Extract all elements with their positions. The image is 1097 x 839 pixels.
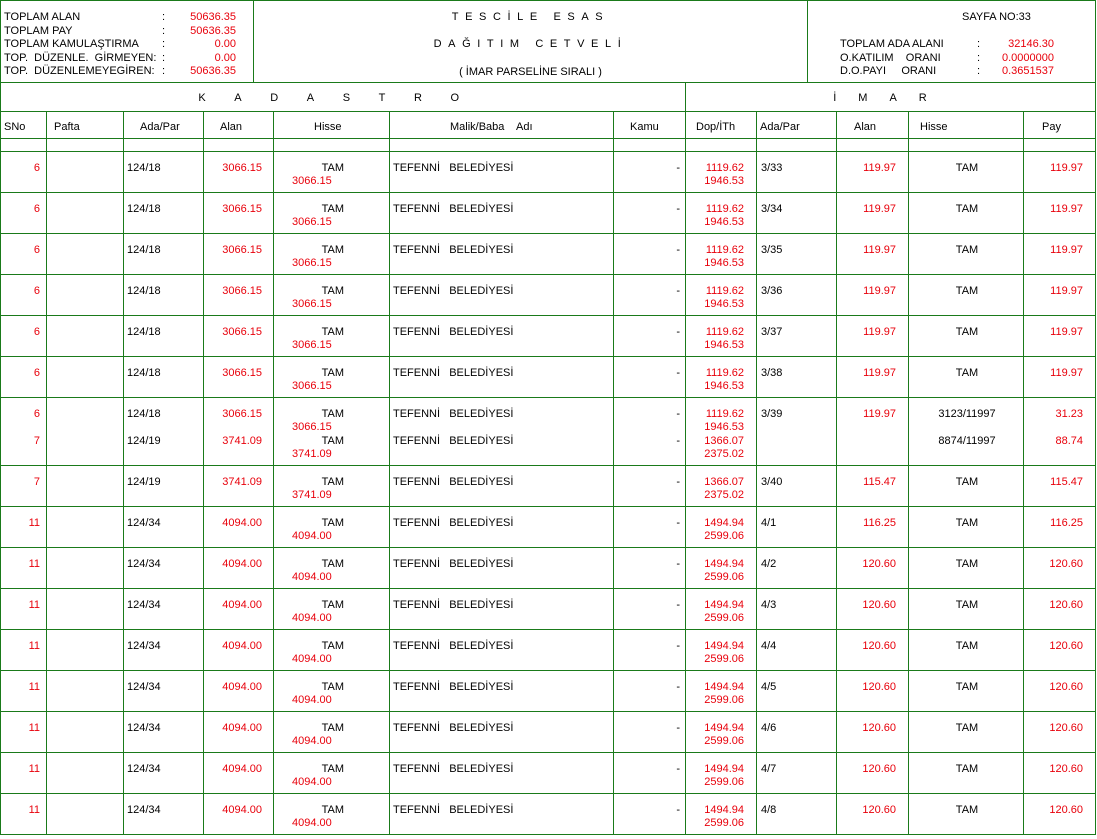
cell-hisse-area: 3066.15 [292, 298, 332, 310]
grid-line-h [0, 629, 1096, 630]
stat-colon: : [977, 38, 981, 50]
total-value: 50636.35 [190, 24, 236, 37]
cell-dop-1: 1119.62 [705, 244, 744, 256]
cell-alan: 4094.00 [222, 804, 262, 816]
grid-line-h [0, 506, 1096, 507]
cell-dop-1: 1119.62 [705, 408, 744, 420]
section-imar-label: İMAR [833, 92, 949, 104]
cell-hisse-area: 3066.15 [292, 380, 332, 392]
cell-adapar: 124/34 [127, 599, 161, 611]
cell-adapar: 124/18 [127, 162, 161, 174]
total-value: 0.00 [214, 38, 236, 50]
cell-dop-1: 1494.94 [704, 763, 744, 775]
cell-malik: TEFENNİ BELEDİYESİ [393, 285, 514, 297]
cell-hisse-area: 3066.15 [292, 216, 332, 228]
cell-adapar: 124/18 [127, 408, 161, 420]
grid-line-h [0, 547, 1096, 548]
cell-sno: 6 [33, 367, 40, 379]
cell-alan: 4094.00 [222, 763, 262, 775]
cell-imar-alan: 119.97 [863, 367, 896, 379]
total-colon: : [162, 65, 166, 77]
grid-line-h [0, 274, 1096, 275]
cell-dop-2: 1946.53 [704, 421, 744, 433]
cell-pay: 88.74 [1055, 435, 1083, 447]
cell-adapar: 124/34 [127, 804, 161, 816]
stat-label: D.O.PAYI ORANI [840, 65, 937, 77]
cell-hisse-area: 3741.09 [292, 448, 332, 460]
cell-pay: 119.97 [1050, 326, 1083, 338]
cell-alan: 4094.00 [222, 517, 262, 529]
cell-hisse-area: 3066.15 [292, 175, 332, 187]
grid-line-h [0, 397, 1096, 398]
cell-imar-alan: 120.60 [862, 722, 896, 734]
grid-line-v [389, 111, 390, 835]
cell-hisse: TAM [321, 476, 344, 488]
cell-imar-hisse: 8874/11997 [938, 435, 996, 447]
title-line-1: TESCİLE ESAS [451, 11, 610, 23]
cell-adapar: 124/34 [127, 763, 161, 775]
cell-sno: 7 [33, 476, 40, 488]
total-value: 50636.35 [190, 65, 236, 77]
cell-kamu: - [676, 804, 680, 816]
cell-kamu: - [676, 558, 680, 570]
cell-alan: 3066.15 [222, 326, 262, 338]
cell-malik: TEFENNİ BELEDİYESİ [393, 435, 514, 447]
grid-line-v [1095, 0, 1096, 835]
cell-malik: TEFENNİ BELEDİYESİ [393, 763, 514, 775]
cell-dop-1: 1494.94 [704, 804, 744, 816]
cell-imar-alan: 120.60 [862, 763, 896, 775]
cell-imar-adapar: 4/4 [761, 640, 777, 652]
cell-dop-1: 1494.94 [704, 558, 744, 570]
cell-hisse: TAM [321, 804, 344, 816]
cell-dop-1: 1119.62 [705, 162, 744, 174]
cell-hisse-area: 4094.00 [292, 612, 332, 624]
cell-dop-2: 2599.06 [704, 571, 744, 583]
grid-line-h [0, 192, 1096, 193]
cell-imar-hisse: TAM [955, 804, 979, 816]
cell-adapar: 124/19 [127, 435, 161, 447]
cell-adapar: 124/18 [127, 367, 161, 379]
cell-imar-alan: 119.97 [863, 408, 896, 420]
cell-imar-adapar: 4/7 [761, 763, 777, 775]
cell-dop-2: 1946.53 [704, 216, 744, 228]
cell-hisse: TAM [321, 640, 344, 652]
cell-hisse-area: 3066.15 [292, 421, 332, 433]
cell-sno: 6 [33, 326, 40, 338]
cell-pay: 120.60 [1049, 640, 1083, 652]
page-number: SAYFA NO:33 [962, 11, 1031, 23]
cell-adapar: 124/34 [127, 517, 161, 529]
cell-imar-hisse: TAM [955, 326, 979, 338]
cell-imar-alan: 120.60 [862, 599, 896, 611]
cell-alan: 4094.00 [222, 599, 262, 611]
cell-sno: 6 [33, 162, 40, 174]
cell-adapar: 124/34 [127, 558, 161, 570]
cell-imar-adapar: 3/35 [761, 244, 783, 256]
cell-sno: 6 [33, 203, 40, 215]
cell-imar-hisse: TAM [955, 599, 979, 611]
col-sno: SNo [4, 121, 26, 133]
total-label: TOPLAM KAMULAŞTIRMA [4, 38, 139, 50]
grid-line-h [0, 670, 1096, 671]
cell-kamu: - [676, 326, 680, 338]
cell-imar-hisse: TAM [955, 517, 979, 529]
cell-alan: 4094.00 [222, 722, 262, 734]
cell-imar-adapar: 4/6 [761, 722, 777, 734]
cell-dop-2: 2375.02 [704, 489, 744, 501]
cell-malik: TEFENNİ BELEDİYESİ [393, 640, 514, 652]
cell-sno: 6 [33, 285, 40, 297]
total-value: 50636.35 [190, 11, 236, 23]
grid-line-v [807, 0, 808, 82]
cell-hisse-area: 4094.00 [292, 530, 332, 542]
cell-malik: TEFENNİ BELEDİYESİ [393, 244, 514, 256]
cell-sno: 11 [28, 763, 40, 775]
cell-imar-alan: 119.97 [863, 326, 896, 338]
cell-dop-2: 2599.06 [704, 530, 744, 542]
cell-hisse: TAM [321, 162, 344, 174]
cell-imar-hisse: TAM [955, 640, 979, 652]
cell-alan: 3066.15 [222, 162, 262, 174]
cell-imar-alan: 119.97 [863, 244, 896, 256]
cell-imar-alan: 120.60 [862, 558, 896, 570]
title-line-2: DAĞITIM CETVELİ [433, 38, 628, 50]
cell-sno: 11 [28, 640, 40, 652]
cell-kamu: - [676, 640, 680, 652]
grid-line-h [0, 82, 1096, 83]
cell-pay: 116.25 [1050, 517, 1083, 529]
cell-sno: 11 [28, 599, 40, 611]
cell-hisse-area: 4094.00 [292, 571, 332, 583]
cell-pay: 119.97 [1050, 162, 1083, 174]
cell-alan: 3066.15 [222, 285, 262, 297]
cell-hisse: TAM [321, 244, 344, 256]
cell-imar-adapar: 3/37 [761, 326, 783, 338]
col-pafta: Pafta [54, 121, 80, 133]
cell-kamu: - [676, 408, 680, 420]
cell-dop-1: 1494.94 [704, 599, 744, 611]
grid-line-h [0, 356, 1096, 357]
cell-kamu: - [676, 681, 680, 693]
cell-imar-alan: 120.60 [862, 681, 896, 693]
cell-kamu: - [676, 476, 680, 488]
section-imar [686, 92, 1096, 104]
cell-malik: TEFENNİ BELEDİYESİ [393, 599, 514, 611]
total-colon: : [162, 11, 166, 23]
cell-hisse: TAM [321, 681, 344, 693]
cell-adapar: 124/34 [127, 640, 161, 652]
cell-hisse: TAM [321, 763, 344, 775]
cell-hisse-area: 4094.00 [292, 735, 332, 747]
cell-malik: TEFENNİ BELEDİYESİ [393, 367, 514, 379]
total-colon: : [162, 51, 166, 64]
cell-kamu: - [676, 203, 680, 215]
col-malik: Malik/Baba Adı [450, 121, 533, 133]
cell-adapar: 124/18 [127, 285, 161, 297]
cell-kamu: - [676, 722, 680, 734]
cell-dop-1: 1119.62 [705, 203, 744, 215]
grid-line-h [0, 233, 1096, 234]
total-label: TOP. DÜZENLE. GİRMEYEN: [4, 51, 157, 64]
cell-adapar: 124/19 [127, 476, 161, 488]
cell-pay: 119.97 [1050, 367, 1083, 379]
cell-imar-adapar: 3/34 [761, 203, 783, 215]
cell-hisse: TAM [321, 599, 344, 611]
cell-dop-1: 1119.62 [705, 326, 744, 338]
cell-imar-alan: 116.25 [863, 517, 896, 529]
cell-hisse-area: 4094.00 [292, 694, 332, 706]
cell-dop-1: 1494.94 [704, 517, 744, 529]
section-kadastro [0, 92, 686, 104]
cell-malik: TEFENNİ BELEDİYESİ [393, 681, 514, 693]
cell-sno: 11 [28, 681, 40, 693]
cell-imar-adapar: 4/8 [761, 804, 777, 816]
cell-alan: 4094.00 [222, 681, 262, 693]
cell-pay: 120.60 [1049, 804, 1083, 816]
stat-colon: : [977, 65, 981, 77]
cell-pay: 31.23 [1055, 408, 1083, 420]
cell-dop-2: 1946.53 [704, 339, 744, 351]
grid-line-v [46, 111, 47, 835]
stat-label: O.KATILIM ORANI [840, 51, 941, 64]
total-colon: : [162, 38, 166, 50]
cell-imar-hisse: TAM [955, 558, 979, 570]
cell-malik: TEFENNİ BELEDİYESİ [393, 408, 514, 420]
cell-adapar: 124/18 [127, 203, 161, 215]
grid-line-h [0, 752, 1096, 753]
grid-line-h [0, 138, 1096, 139]
grid-line-h [0, 465, 1096, 466]
cell-dop-1: 1366.07 [704, 476, 744, 488]
col-dop: Dop/İTh [696, 121, 736, 133]
cell-dop-2: 2599.06 [704, 735, 744, 747]
cell-dop-1: 1366.07 [704, 435, 744, 447]
cell-alan: 3066.15 [222, 203, 262, 215]
cell-hisse: TAM [321, 326, 344, 338]
total-label: TOP. DÜZENLEMEYEGİREN: [4, 65, 155, 77]
stat-value: 32146.30 [1008, 38, 1054, 50]
cell-sno: 11 [28, 517, 40, 529]
col-hisse: Hisse [314, 121, 342, 133]
cell-sno: 6 [33, 408, 40, 420]
cell-hisse-area: 4094.00 [292, 817, 332, 829]
cell-imar-adapar: 3/40 [761, 476, 783, 488]
cell-imar-alan: 115.47 [863, 476, 896, 488]
cell-pay: 120.60 [1049, 681, 1083, 693]
cell-dop-2: 1946.53 [704, 257, 744, 269]
cell-alan: 3741.09 [222, 435, 262, 447]
cell-imar-alan: 120.60 [862, 804, 896, 816]
cell-kamu: - [676, 435, 680, 447]
cell-imar-hisse: TAM [955, 722, 979, 734]
cell-dop-2: 1946.53 [704, 175, 744, 187]
cell-pay: 120.60 [1049, 722, 1083, 734]
cell-adapar: 124/34 [127, 681, 161, 693]
col-imar-hisse: Hisse [920, 121, 948, 133]
section-kadastro-label: KADASTRO [198, 92, 488, 104]
cell-pay: 120.60 [1049, 558, 1083, 570]
col-alan: Alan [220, 121, 243, 133]
cell-malik: TEFENNİ BELEDİYESİ [393, 476, 514, 488]
cell-pay: 119.97 [1050, 244, 1083, 256]
cell-dop-2: 1946.53 [704, 380, 744, 392]
cell-pay: 120.60 [1049, 763, 1083, 775]
cell-hisse-area: 3741.09 [292, 489, 332, 501]
cell-pay: 119.97 [1050, 285, 1083, 297]
cell-hisse: TAM [321, 408, 344, 420]
cell-imar-hisse: TAM [955, 285, 979, 297]
cell-imar-alan: 119.97 [863, 162, 896, 174]
cell-dop-2: 2599.06 [704, 694, 744, 706]
cell-hisse: TAM [321, 285, 344, 297]
cell-imar-adapar: 4/2 [761, 558, 777, 570]
cell-dop-2: 1946.53 [704, 298, 744, 310]
cell-kamu: - [676, 763, 680, 775]
col-adapar: Ada/Par [140, 121, 180, 133]
cell-malik: TEFENNİ BELEDİYESİ [393, 804, 514, 816]
col-kamu: Kamu [630, 121, 659, 133]
grid-line-h [0, 588, 1096, 589]
cell-imar-hisse: TAM [955, 162, 979, 174]
total-label: TOPLAM PAY [4, 24, 73, 37]
grid-line-h [0, 834, 1096, 835]
cell-imar-hisse: TAM [955, 203, 979, 215]
cell-malik: TEFENNİ BELEDİYESİ [393, 722, 514, 734]
cell-hisse: TAM [321, 722, 344, 734]
cell-alan: 4094.00 [222, 558, 262, 570]
cell-hisse-area: 4094.00 [292, 653, 332, 665]
cell-pay: 120.60 [1049, 599, 1083, 611]
cell-hisse: TAM [321, 517, 344, 529]
cell-malik: TEFENNİ BELEDİYESİ [393, 517, 514, 529]
grid-line-v [613, 111, 614, 835]
cell-malik: TEFENNİ BELEDİYESİ [393, 162, 514, 174]
cell-dop-2: 2599.06 [704, 653, 744, 665]
title-line-3: ( İMAR PARSELİNE SIRALI ) [459, 66, 602, 78]
cell-kamu: - [676, 517, 680, 529]
cell-imar-hisse: TAM [955, 681, 979, 693]
cell-malik: TEFENNİ BELEDİYESİ [393, 558, 514, 570]
stat-label: TOPLAM ADA ALANI [840, 38, 944, 50]
cell-kamu: - [676, 367, 680, 379]
cell-hisse-area: 4094.00 [292, 776, 332, 788]
grid-line-v [836, 111, 837, 835]
cell-sno: 11 [28, 722, 40, 734]
stat-value: 0.3651537 [1002, 65, 1054, 77]
cell-kamu: - [676, 244, 680, 256]
grid-line-h [0, 711, 1096, 712]
cell-imar-alan: 120.60 [862, 640, 896, 652]
cell-hisse-area: 3066.15 [292, 257, 332, 269]
cell-imar-adapar: 4/3 [761, 599, 777, 611]
cell-alan: 3741.09 [222, 476, 262, 488]
col-pay: Pay [1042, 121, 1061, 133]
cell-hisse: TAM [321, 435, 344, 447]
cell-dop-1: 1119.62 [705, 285, 744, 297]
cell-dop-2: 2375.02 [704, 448, 744, 460]
total-colon: : [162, 24, 166, 37]
cell-malik: TEFENNİ BELEDİYESİ [393, 203, 514, 215]
cell-dop-1: 1119.62 [705, 367, 744, 379]
grid-line-v [908, 111, 909, 835]
cell-dop-2: 2599.06 [704, 817, 744, 829]
cell-adapar: 124/18 [127, 326, 161, 338]
total-value: 0.00 [214, 51, 236, 64]
cell-sno: 6 [33, 244, 40, 256]
cell-imar-hisse: TAM [955, 476, 979, 488]
grid-line-v [253, 0, 254, 82]
grid-line-v [685, 82, 686, 835]
grid-line-h [0, 0, 1096, 1]
cell-kamu: - [676, 285, 680, 297]
cell-imar-hisse: TAM [955, 367, 979, 379]
cell-sno: 11 [28, 558, 40, 570]
cell-imar-alan: 119.97 [863, 285, 896, 297]
cell-kamu: - [676, 599, 680, 611]
grid-line-v [123, 111, 124, 835]
cell-hisse: TAM [321, 203, 344, 215]
grid-line-h [0, 315, 1096, 316]
cell-imar-alan: 119.97 [863, 203, 896, 215]
cell-imar-adapar: 3/39 [761, 408, 783, 420]
cell-alan: 4094.00 [222, 640, 262, 652]
cell-imar-hisse: 3123/11997 [938, 408, 996, 420]
col-imar-adapar: Ada/Par [760, 121, 800, 133]
grid-line-h [0, 793, 1096, 794]
cell-imar-hisse: TAM [955, 763, 979, 775]
cell-dop-2: 2599.06 [704, 612, 744, 624]
cell-imar-adapar: 3/36 [761, 285, 783, 297]
cell-imar-hisse: TAM [955, 244, 979, 256]
cell-dop-1: 1494.94 [704, 640, 744, 652]
cell-pay: 119.97 [1050, 203, 1083, 215]
cell-imar-adapar: 3/33 [761, 162, 783, 174]
cell-hisse-area: 3066.15 [292, 339, 332, 351]
cell-hisse: TAM [321, 367, 344, 379]
cell-alan: 3066.15 [222, 408, 262, 420]
grid-line-h [0, 151, 1096, 152]
cell-dop-1: 1494.94 [704, 681, 744, 693]
cell-hisse: TAM [321, 558, 344, 570]
cell-dop-1: 1494.94 [704, 722, 744, 734]
grid-line-v [0, 0, 1, 835]
stat-value: 0.0000000 [1002, 51, 1054, 64]
cell-dop-2: 2599.06 [704, 776, 744, 788]
total-label: TOPLAM ALAN [4, 11, 81, 23]
cell-sno: 11 [28, 804, 40, 816]
cell-adapar: 124/18 [127, 244, 161, 256]
cell-kamu: - [676, 162, 680, 174]
stat-colon: : [977, 51, 981, 64]
cell-alan: 3066.15 [222, 244, 262, 256]
grid-line-h [0, 111, 1096, 112]
col-imar-alan: Alan [854, 121, 877, 133]
cell-malik: TEFENNİ BELEDİYESİ [393, 326, 514, 338]
cell-alan: 3066.15 [222, 367, 262, 379]
cell-sno: 7 [33, 435, 40, 447]
cell-pay: 115.47 [1050, 476, 1083, 488]
cell-adapar: 124/34 [127, 722, 161, 734]
grid-line-v [203, 111, 204, 835]
grid-line-v [756, 111, 757, 835]
grid-line-v [1023, 111, 1024, 835]
grid-line-v [273, 111, 274, 835]
cell-imar-adapar: 4/5 [761, 681, 777, 693]
cell-imar-adapar: 4/1 [761, 517, 777, 529]
cell-imar-adapar: 3/38 [761, 367, 783, 379]
